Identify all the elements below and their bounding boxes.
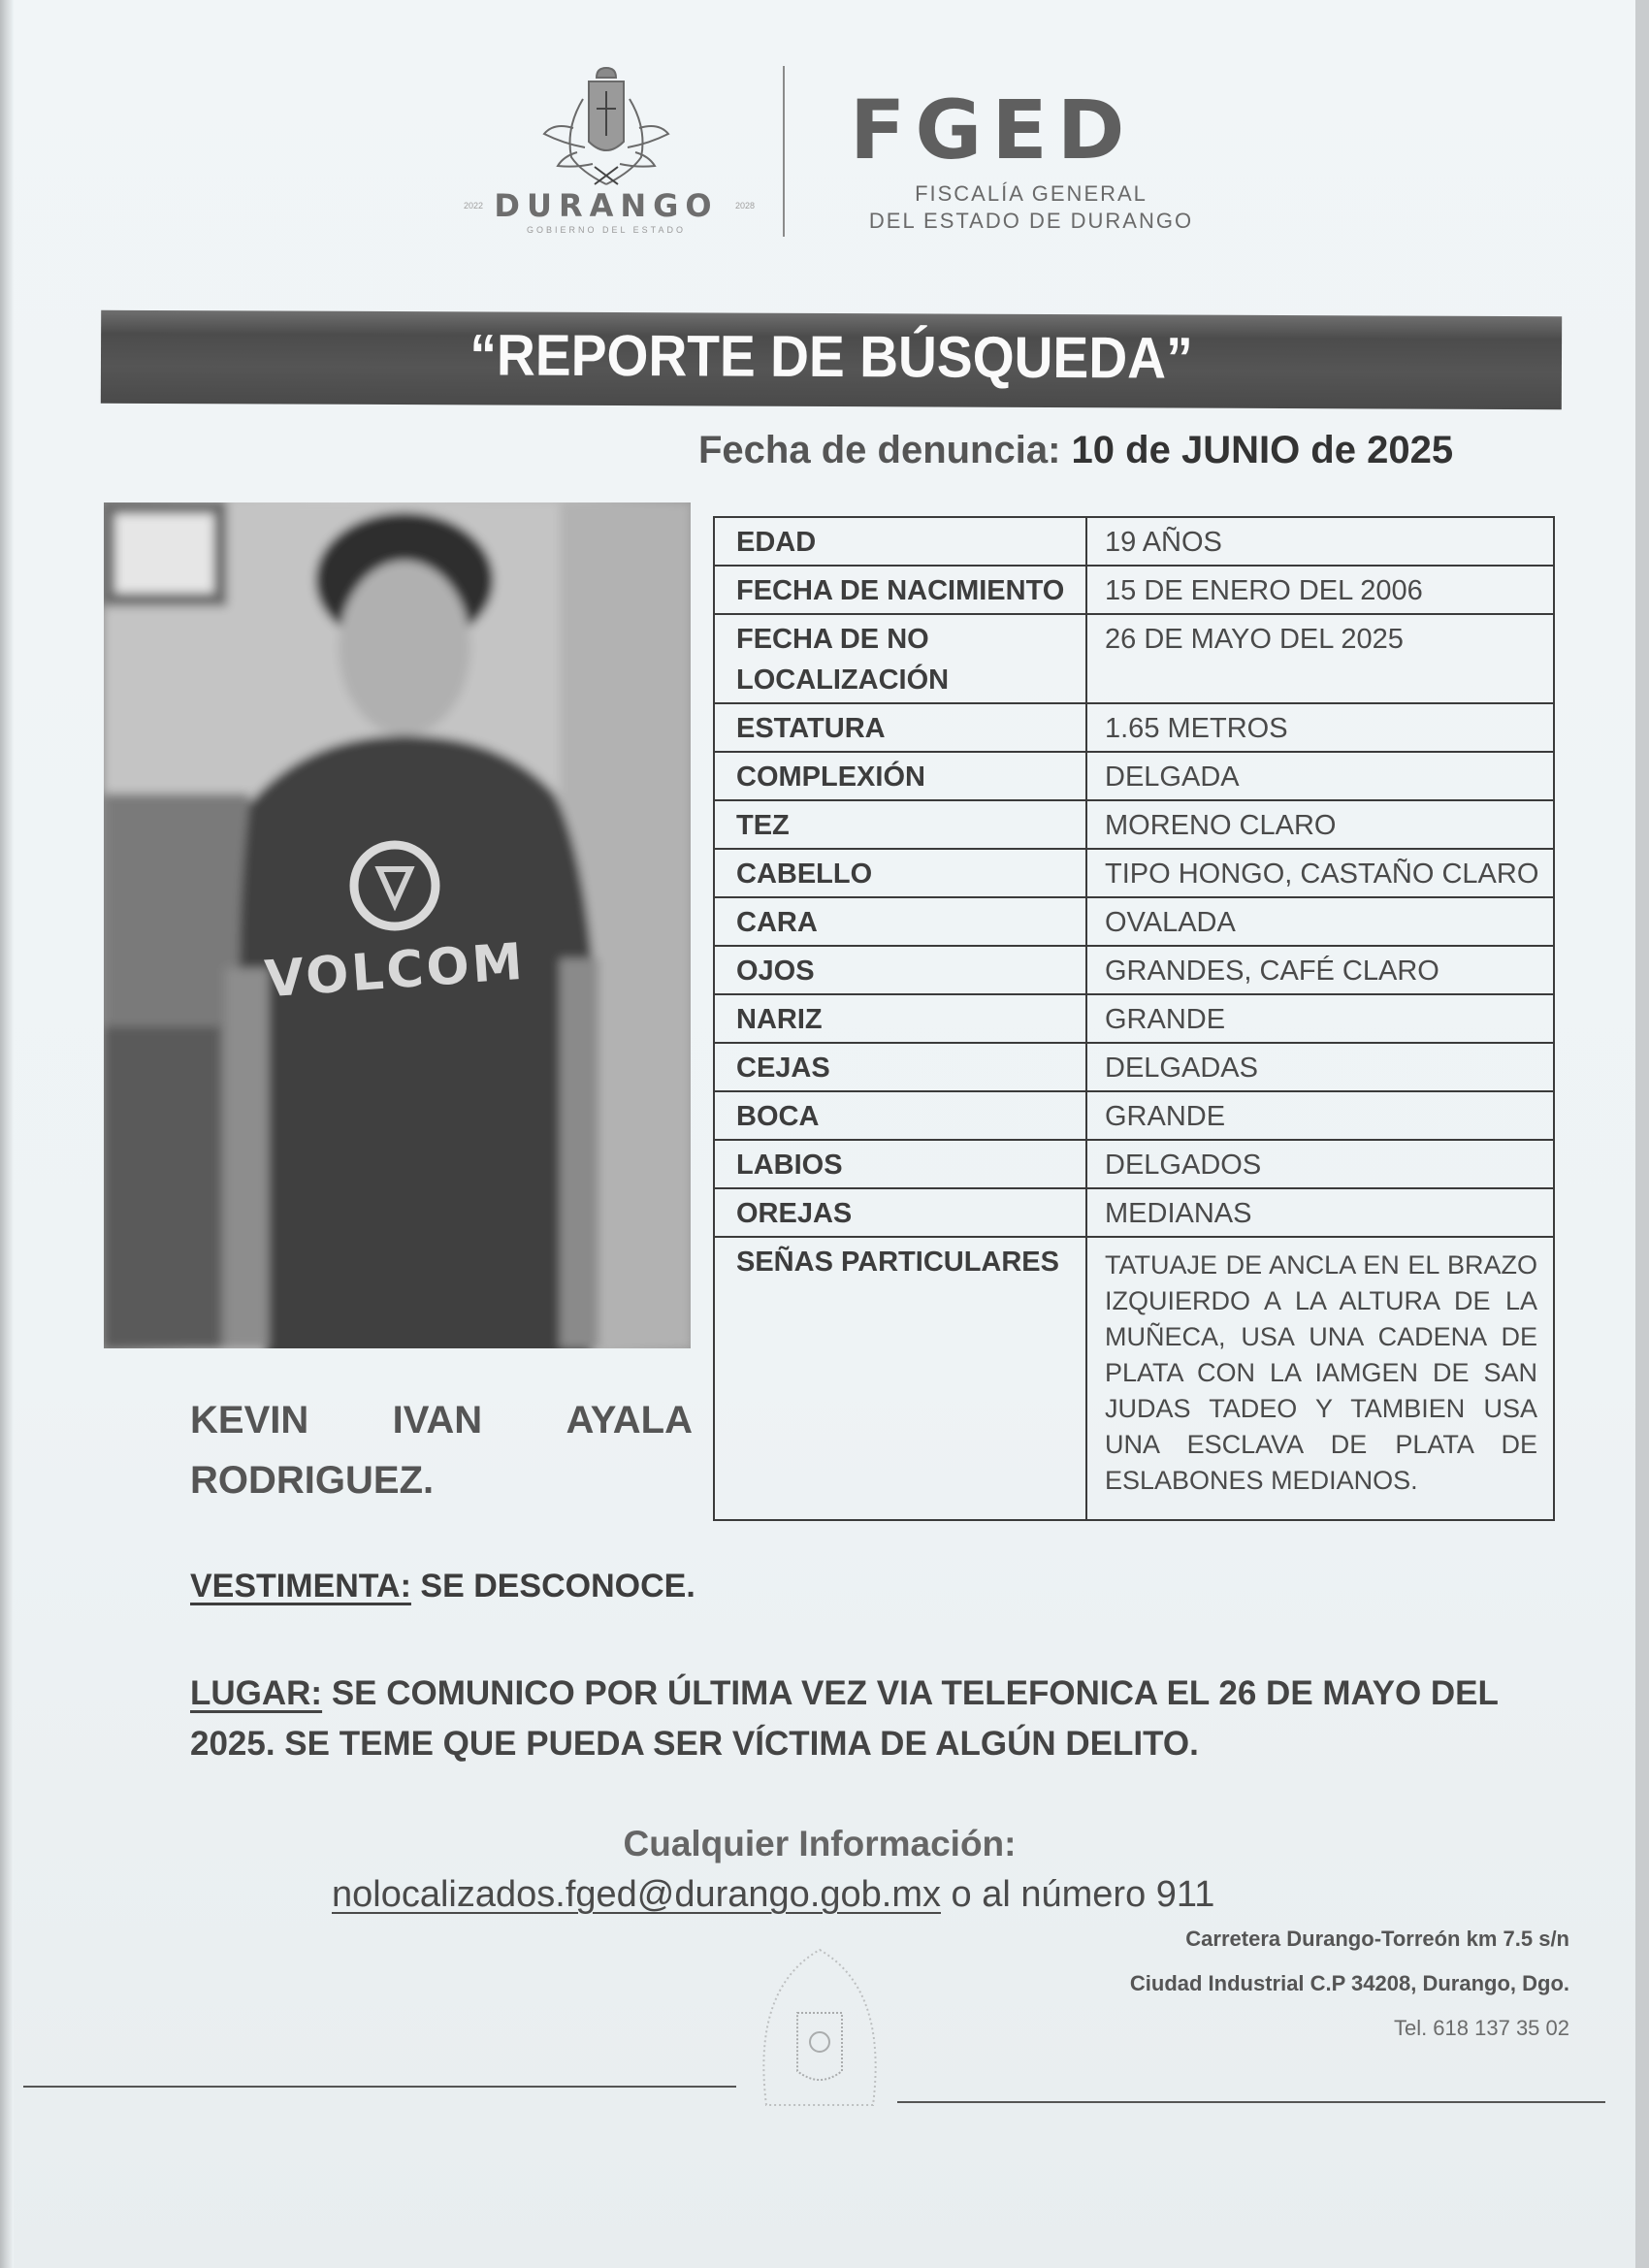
- details-value: TIPO HONGO, CASTAÑO CLARO: [1086, 849, 1554, 897]
- details-value: OVALADA: [1086, 897, 1554, 946]
- details-value: DELGADOS: [1086, 1140, 1554, 1188]
- details-row: [714, 566, 1554, 614]
- details-label: CARA: [714, 897, 1086, 946]
- address-line1: Carretera Durango-Torreón km 7.5 s/n: [1185, 1927, 1569, 1951]
- durango-crest-logo: [538, 60, 674, 191]
- details-label: FECHA DE NO LOCALIZACIÓN: [714, 614, 1086, 703]
- location-value: SE COMUNICO POR ÚLTIMA VEZ VIA TELEFONICA EL 26 DE MAYO DEL 2025. SE TEME QUE PUEDA SER VÍCTIMA DE ALGÚN DELITO.: [190, 1674, 1499, 1763]
- details-label: BOCA: [714, 1091, 1086, 1140]
- details-label: OJOS: [714, 946, 1086, 994]
- fged-logo: FGED: [850, 82, 1135, 178]
- details-label: COMPLEXIÓN: [714, 752, 1086, 800]
- location-info: [190, 1669, 1548, 1769]
- details-row: [714, 946, 1554, 994]
- details-row: [714, 1188, 1554, 1237]
- logo-year-left: 2022: [464, 201, 484, 211]
- details-row: [714, 1237, 1554, 1520]
- details-row: [714, 1091, 1554, 1140]
- details-row: [714, 1140, 1554, 1188]
- details-value: GRANDE: [1086, 1091, 1554, 1140]
- details-row: [714, 703, 1554, 752]
- details-value: MORENO CLARO: [1086, 800, 1554, 849]
- details-row: [714, 994, 1554, 1043]
- details-row: [714, 800, 1554, 849]
- details-row: [714, 517, 1554, 566]
- report-date-value: 10 de JUNIO de 2025: [1071, 429, 1454, 471]
- details-label: FECHA DE NACIMIENTO: [714, 566, 1086, 614]
- clothing-info: [190, 1568, 695, 1605]
- details-label: LABIOS: [714, 1140, 1086, 1188]
- details-value: 26 DE MAYO DEL 2025: [1086, 614, 1554, 703]
- details-row: [714, 614, 1554, 703]
- name-word: IVAN: [392, 1399, 483, 1442]
- person-details-table: [713, 516, 1555, 1521]
- details-label: EDAD: [714, 517, 1086, 566]
- details-label: OREJAS: [714, 1188, 1086, 1237]
- details-value: GRANDE: [1086, 994, 1554, 1043]
- details-value: 19 AÑOS: [1086, 517, 1554, 566]
- title-band: [101, 310, 1562, 410]
- fged-logo-subtitle: [852, 180, 1211, 235]
- contact-line: [332, 1874, 1214, 1916]
- details-value: 1.65 METROS: [1086, 703, 1554, 752]
- person-name-line2: RODRIGUEZ.: [190, 1459, 435, 1502]
- details-label: SEÑAS PARTICULARES: [714, 1237, 1086, 1520]
- faint-seal-watermark: [737, 1945, 902, 2110]
- report-date-label: Fecha de denuncia:: [698, 429, 1061, 471]
- details-label: ESTATURA: [714, 703, 1086, 752]
- details-row: [714, 752, 1554, 800]
- person-name: [190, 1390, 693, 1510]
- details-value: DELGADA: [1086, 752, 1554, 800]
- footer-phone: Tel. 618 137 35 02: [1393, 2016, 1569, 2040]
- contact-heading: Cualquier Información:: [623, 1824, 1017, 1863]
- person-name-line1: [190, 1390, 693, 1450]
- details-label: CABELLO: [714, 849, 1086, 897]
- clothing-value: SE DESCONOCE.: [420, 1568, 695, 1604]
- logo-year-right: 2028: [735, 201, 756, 211]
- details-value: GRANDES, CAFÉ CLARO: [1086, 946, 1554, 994]
- details-label: NARIZ: [714, 994, 1086, 1043]
- clothing-label: VESTIMENTA:: [190, 1568, 411, 1604]
- name-word: AYALA: [566, 1399, 693, 1442]
- details-row: [714, 849, 1554, 897]
- contact-email-link[interactable]: nolocalizados.fged@durango.gob.mx: [332, 1874, 941, 1915]
- location-label: LUGAR:: [190, 1674, 323, 1712]
- footer-rule-right: [897, 2101, 1605, 2103]
- details-row: [714, 1043, 1554, 1091]
- fged-subtitle-line1: FISCALÍA GENERAL: [915, 181, 1148, 206]
- footer-rule-left: [23, 2086, 736, 2088]
- fged-subtitle-line2: DEL ESTADO DE DURANGO: [868, 209, 1194, 233]
- details-label: CEJAS: [714, 1043, 1086, 1091]
- details-value: TATUAJE DE ANCLA EN EL BRAZO IZQUIERDO A LA ALTURA DE LA MUÑECA, USA UNA CADENA DE PLATA CON LA IAMGEN DE SAN JUDAS TADEO Y TAMBIEN USA UNA ESCLAVA DE PLATA DE ESLABONES MEDIANOS.: [1086, 1237, 1554, 1520]
- details-value: DELGADAS: [1086, 1043, 1554, 1091]
- photo-illustration: [104, 502, 691, 1348]
- shirt-text: VOLCOM: [263, 932, 528, 1010]
- details-row: [714, 897, 1554, 946]
- contact-phone-text: o al número 911: [951, 1874, 1215, 1915]
- address-line2: Ciudad Industrial C.P 34208, Durango, Dgo.: [1129, 1971, 1569, 1995]
- durango-logo-subtitle: GOBIERNO DEL ESTADO: [526, 225, 687, 235]
- details-value: 15 DE ENERO DEL 2006: [1086, 566, 1554, 614]
- durango-logo-text: DURANGO: [494, 187, 719, 224]
- details-label: TEZ: [714, 800, 1086, 849]
- details-value: MEDIANAS: [1086, 1188, 1554, 1237]
- report-title: “REPORTE DE BÚSQUEDA”: [469, 322, 1193, 391]
- missing-person-photo: [104, 502, 691, 1348]
- header-divider: [783, 66, 785, 237]
- name-word: KEVIN: [190, 1399, 309, 1442]
- scan-edge-shadow: [0, 0, 14, 2268]
- report-date: [698, 429, 1453, 472]
